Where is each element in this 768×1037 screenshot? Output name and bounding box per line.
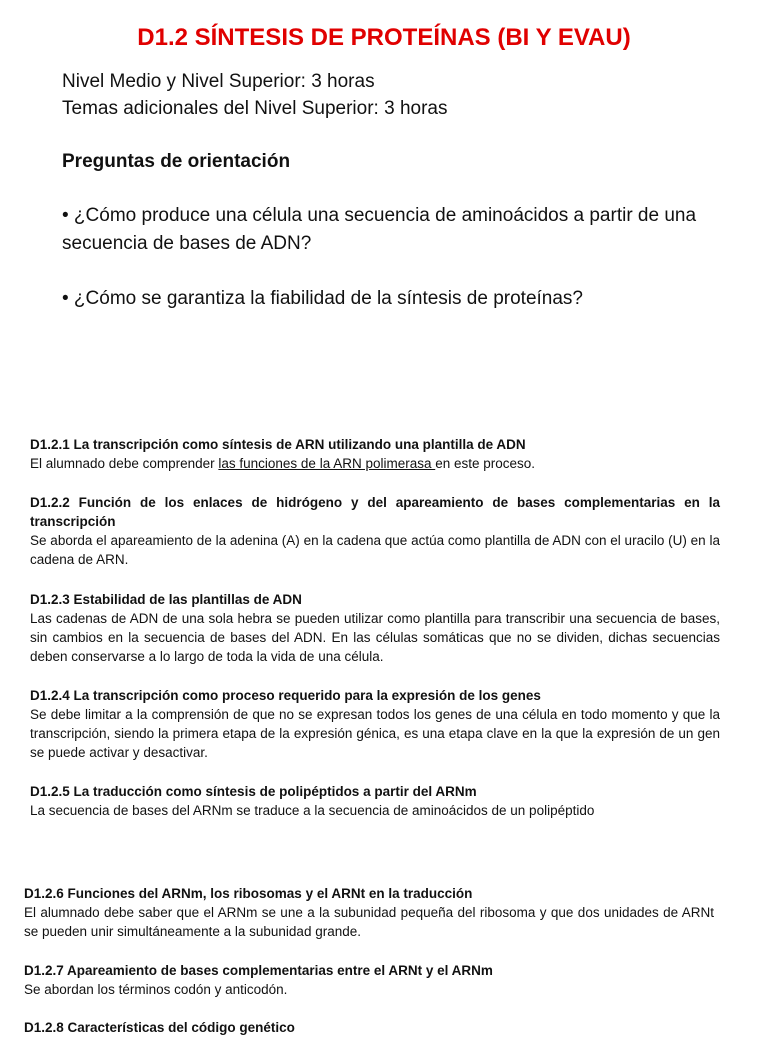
section-d1-2-6 bbox=[24, 884, 714, 941]
section-body: Se aborda el apareamiento de la adenina (A) en la cadena que actúa como plantilla de ADN con el uracilo (U) en la cadena de ARN. bbox=[30, 533, 720, 567]
section-body: Se abordan los términos codón y anticodón. bbox=[24, 982, 288, 997]
section-d1-2-1 bbox=[30, 435, 720, 473]
course-hours bbox=[62, 68, 447, 122]
section-d1-2-3 bbox=[30, 590, 720, 666]
underlined-phrase: las funciones de la ARN polimerasa bbox=[218, 456, 436, 471]
section-d1-2-7 bbox=[24, 961, 714, 999]
section-body bbox=[30, 454, 720, 473]
hours-line-higher: Temas adicionales del Nivel Superior: 3 horas bbox=[62, 98, 448, 119]
section-heading: D1.2.3 Estabilidad de las plantillas de ADN bbox=[30, 592, 302, 607]
next-section-heading-cut-off: D1.2.8 Características del código genético bbox=[24, 1020, 295, 1035]
section-heading: D1.2.4 La transcripción como proceso requerido para la expresión de los genes bbox=[30, 688, 541, 703]
section-body: Las cadenas de ADN de una sola hebra se pueden utilizar como plantilla para transcribir una secuencia de bases, sin cambios en la secuencia de bases del ADN. En las células somáticas que no se dividen, dichas secuencias deben conservarse a lo largo de toda la vida de una célula. bbox=[30, 611, 720, 664]
section-heading: D1.2.6 Funciones del ARNm, los ribosomas y el ARNt en la traducción bbox=[24, 886, 473, 901]
section-heading: D1.2.7 Apareamiento de bases complementarias entre el ARNt y el ARNm bbox=[24, 963, 493, 978]
section-heading: D1.2.5 La traducción como síntesis de polipéptidos a partir del ARNm bbox=[30, 784, 477, 799]
guiding-question-2: • ¿Cómo se garantiza la fiabilidad de la síntesis de proteínas? bbox=[62, 288, 583, 309]
section-body: El alumnado debe saber que el ARNm se une a la subunidad pequeña del ribosoma y que dos unidades de ARNt se pueden unir simultáneamente a la subunidad grande. bbox=[24, 905, 714, 939]
guiding-questions-heading: Preguntas de orientación bbox=[62, 151, 291, 172]
section-body-text-end: en este proceso. bbox=[435, 456, 536, 471]
section-d1-2-5 bbox=[30, 782, 720, 820]
hours-line-standard: Nivel Medio y Nivel Superior: 3 horas bbox=[62, 71, 375, 92]
guiding-question-1: • ¿Cómo produce una célula una secuencia de aminoácidos a partir de una secuencia de bases de ADN? bbox=[62, 205, 697, 254]
section-d1-2-4 bbox=[30, 686, 720, 762]
page-title: D1.2 SÍNTESIS DE PROTEÍNAS (BI Y EVAU) bbox=[137, 24, 631, 51]
section-body-text: El alumnado debe comprender bbox=[30, 456, 219, 471]
section-body: La secuencia de bases del ARNm se traduce a la secuencia de aminoácidos de un polipéptido bbox=[30, 803, 595, 818]
section-heading: D1.2.1 La transcripción como síntesis de ARN utilizando una plantilla de ADN bbox=[30, 437, 526, 452]
section-body: Se debe limitar a la comprensión de que no se expresan todos los genes de una célula en todo momento y que la transcripción, siendo la primera etapa de la expresión génica, es una etapa clave en la que la expresión de un gen se puede activar y desactivar. bbox=[30, 707, 720, 760]
section-heading: D1.2.2 Función de los enlaces de hidrógeno y del apareamiento de bases complementarias en la transcripción bbox=[30, 495, 720, 529]
section-d1-2-2 bbox=[30, 493, 720, 569]
